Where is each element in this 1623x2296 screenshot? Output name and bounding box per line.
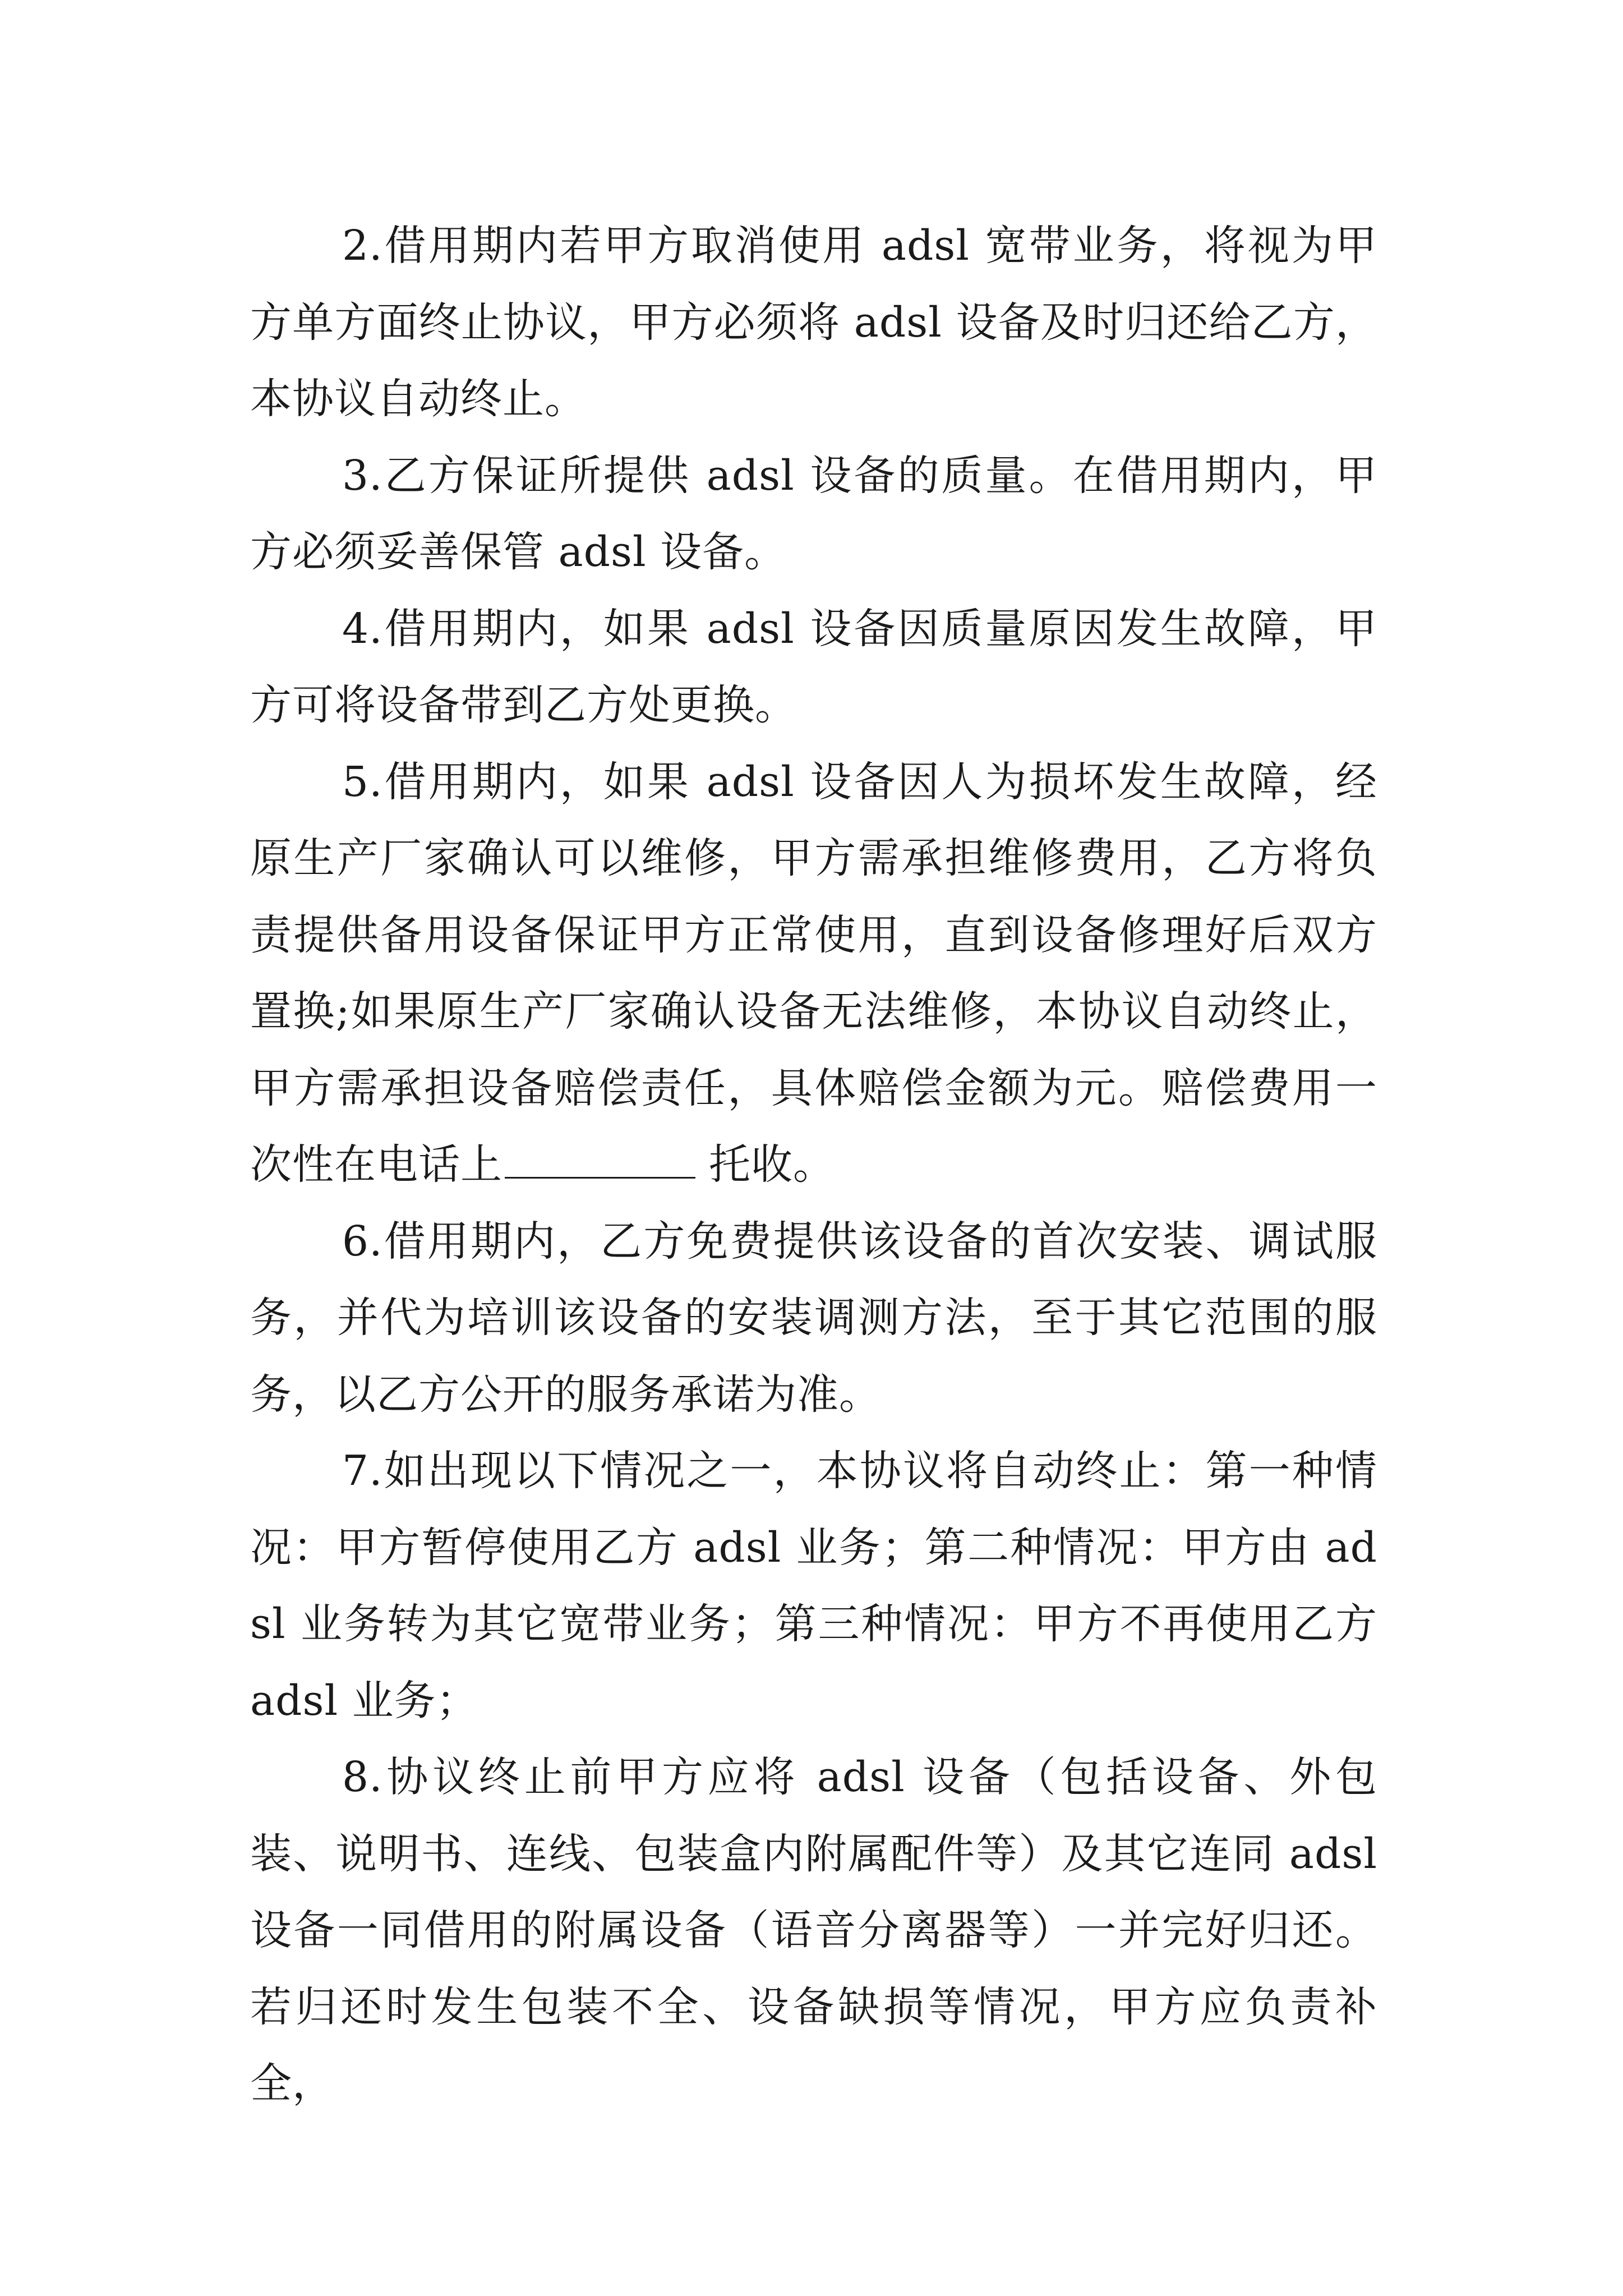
- clause-5-text: 5.借用期内，如果 adsl 设备因人为损坏发生故障，经原生产厂家确认可以维修，甲方需承担维修费用，乙方将负责提供备用设备保证甲方正常使用，直到设备修理好后双方置换;如果原生产厂家确认设备无法维修，本协议自动终止，甲方需承担设备赔偿责任，具体赔偿金额为元。赔偿费用一次性在电话上: [250, 757, 1377, 1189]
- clause-2-paragraph: 2.借用期内若甲方取消使用 adsl 宽带业务，将视为甲方单方面终止协议，甲方必须将 adsl 设备及时归还给乙方，本协议自动终止。: [250, 222, 1377, 423]
- clause-8-paragraph: 8.协议终止前甲方应将 adsl 设备（包括设备、外包装、说明书、连线、包装盒内附属配件等）及其它连同 adsl 设备一同借用的附属设备（语音分离器等）一并完好归还。若归还时发生包装不全、设备缺损等情况，甲方应负责补全，: [250, 1753, 1377, 2108]
- clause-4-paragraph: 4.借用期内，如果 adsl 设备因质量原因发生故障，甲方可将设备带到乙方处更换。: [250, 604, 1377, 729]
- clause-6-paragraph: 6.借用期内，乙方免费提供该设备的首次安装、调试服务，并代为培训该设备的安装调测方法，至于其它范围的服务，以乙方公开的服务承诺为准。: [250, 1217, 1377, 1419]
- clause-3-paragraph: 3.乙方保证所提供 adsl 设备的质量。在借用期内，甲方必须妥善保管 adsl 设备。: [250, 451, 1377, 576]
- clause-5-tail: 托收。: [709, 1140, 835, 1189]
- document-page: [250, 208, 1377, 2122]
- clause-5-paragraph: [250, 744, 1377, 1203]
- fill-in-blank: [505, 1143, 695, 1179]
- clause-7-paragraph: 7.如出现以下情况之一，本协议将自动终止：第一种情况：甲方暂停使用乙方 adsl 业务；第二种情况：甲方由 adsl 业务转为其它宽带业务；第三种情况：甲方不再使用乙方 adsl 业务；: [250, 1447, 1377, 1725]
